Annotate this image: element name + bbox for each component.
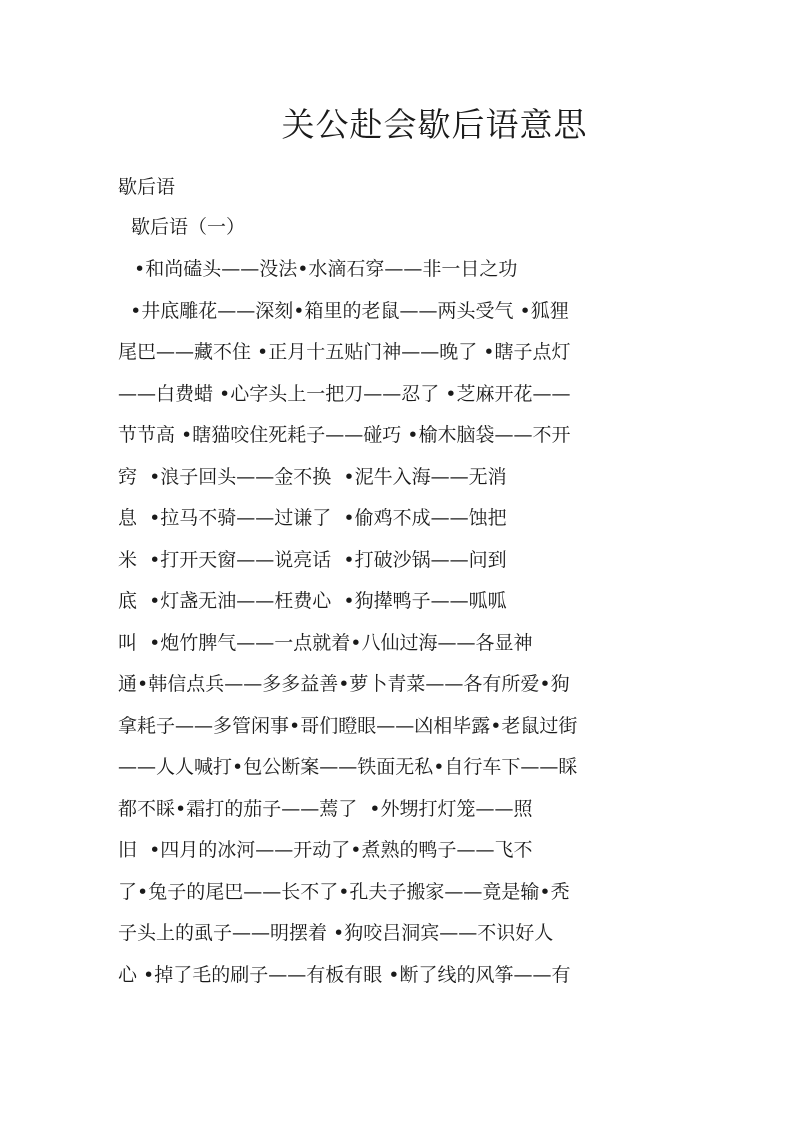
body-line: 底 •灯盏无油——枉费心 •狗撵鸭子——呱呱 <box>118 590 507 612</box>
subsection-heading: 歇后语（一） <box>131 216 246 238</box>
body-line: 都不睬•霜打的茄子——蔫了 •外甥打灯笼——照 <box>118 797 533 820</box>
body-line: •井底雕花——深刻•箱里的老鼠——两头受气 •狐狸 <box>118 299 569 322</box>
body-line: 拿耗子——多管闲事•哥们瞪眼——凶相毕露•老鼠过街 <box>118 714 578 737</box>
body-line: 通•韩信点兵——多多益善•萝卜青菜——各有所爱•狗 <box>118 673 570 695</box>
body-line: 息 •拉马不骑——过谦了 •偷鸡不成——蚀把 <box>118 507 507 529</box>
body-line: 叫 •炮竹脾气——一点就着•八仙过海——各显神 <box>118 631 533 654</box>
body-line: 米 •打开天窗——说亮话 •打破沙锅——问到 <box>118 548 507 571</box>
body-line: 了•兔子的尾巴——长不了•孔夫子搬家——竟是输•秃 <box>118 880 570 903</box>
body-line: 子头上的虱子——明摆着 •狗咬吕洞宾——不识好人 <box>118 922 554 944</box>
section-heading: 歇后语 <box>118 176 176 198</box>
body-line: ——白费蜡 •心字头上一把刀——忍了 •芝麻开花—— <box>118 382 571 405</box>
body-line: •和尚磕头——没法•水滴石穿——非一日之功 <box>134 258 518 280</box>
body-line: ——人人喊打•包公断案——铁面无私•自行车下——睬 <box>118 756 578 778</box>
body-line: 心 •掉了毛的刷子——有板有眼 •断了线的风筝——有 <box>118 963 571 986</box>
document-title: 关公赴会歇后语意思 <box>281 105 588 144</box>
body-line: 窍 •浪子回头——金不换 •泥牛入海——无消 <box>118 465 507 488</box>
body-line: 尾巴——藏不住 •正月十五贴门神——晚了 •瞎子点灯 <box>118 341 571 363</box>
body-line: 节节高 •瞎猫咬住死耗子——碰巧 •榆木脑袋——不开 <box>118 424 571 446</box>
body-line: 旧 •四月的冰河——开动了•煮熟的鸭子——飞不 <box>118 839 533 861</box>
